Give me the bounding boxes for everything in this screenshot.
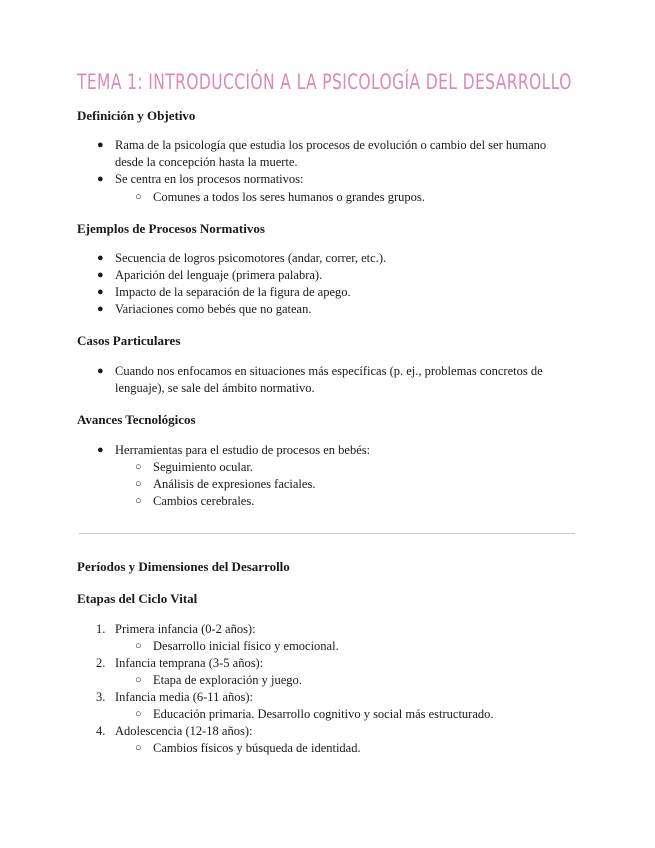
list-number: 2.: [96, 656, 106, 670]
page-title: TEMA 1: INTRODUCCIÓN A LA PSICOLOGÍA DEL DESARROLLO: [77, 70, 572, 95]
list-item: Secuencia de logros psicomotores (andar, correr, etc.).: [115, 251, 387, 265]
bullet-marker: ●: [97, 365, 104, 377]
list-number: 1.: [96, 622, 106, 636]
list-item: Aparición del lenguaje (primera palabra).: [115, 268, 323, 282]
bullet-marker: ●: [97, 269, 104, 281]
sub-list-item: Cambios cerebrales.: [153, 494, 255, 508]
section-heading-ejemplos: Ejemplos de Procesos Normativos: [77, 221, 265, 236]
section-heading-definicion: Definición y Objetivo: [77, 108, 196, 123]
list-item: Rama de la psicología que estudia los procesos de evolución o cambio del ser humano: [115, 138, 547, 152]
section-heading-periodos: Períodos y Dimensiones del Desarrollo: [77, 559, 290, 574]
sub-bullet-marker: ○: [135, 708, 142, 720]
sub-list-item: Educación primaria. Desarrollo cognitivo y social más estructurado.: [153, 707, 494, 721]
sub-bullet-marker: ○: [135, 640, 142, 652]
list-number: 3.: [96, 690, 106, 704]
section-heading-avances: Avances Tecnológicos: [77, 412, 196, 427]
numbered-list-item: Primera infancia (0-2 años):: [115, 622, 256, 636]
list-item: Cuando nos enfocamos en situaciones más específicas (p. ej., problemas concretos de: [115, 364, 543, 378]
numbered-list-item: Infancia temprana (3-5 años):: [115, 656, 264, 670]
numbered-list-item: Infancia media (6-11 años):: [115, 690, 254, 704]
bullet-marker: ●: [97, 303, 104, 315]
bullet-marker: ●: [97, 444, 104, 456]
section-heading-etapas: Etapas del Ciclo Vital: [77, 591, 198, 606]
bullet-marker: ●: [97, 252, 104, 264]
sub-bullet-marker: ○: [135, 461, 142, 473]
list-item-continuation: lenguaje), se sale del ámbito normativo.: [115, 381, 315, 395]
list-item-continuation: desde la concepción hasta la muerte.: [115, 155, 298, 169]
section-heading-casos: Casos Particulares: [77, 333, 181, 348]
list-item: Herramientas para el estudio de procesos en bebés:: [115, 443, 371, 457]
sub-bullet-marker: ○: [135, 495, 142, 507]
sub-bullet-marker: ○: [135, 191, 142, 203]
sub-bullet-marker: ○: [135, 674, 142, 686]
sub-list-item: Seguimiento ocular.: [153, 460, 253, 474]
sub-list-item: Etapa de exploración y juego.: [153, 673, 302, 687]
numbered-list-item: Adolescencia (12-18 años):: [115, 724, 253, 738]
sub-list-item: Comunes a todos los seres humanos o grandes grupos.: [153, 190, 425, 204]
sub-bullet-marker: ○: [135, 742, 142, 754]
sub-list-item: Análisis de expresiones faciales.: [153, 477, 316, 491]
horizontal-divider: [79, 533, 575, 534]
list-number: 4.: [96, 724, 106, 738]
sub-list-item: Desarrollo inicial físico y emocional.: [153, 639, 339, 653]
sub-list-item: Cambios físicos y búsqueda de identidad.: [153, 741, 361, 755]
list-item: Variaciones como bebés que no gatean.: [115, 302, 312, 316]
bullet-marker: ●: [97, 173, 104, 185]
list-item: Se centra en los procesos normativos:: [115, 172, 304, 186]
list-item: Impacto de la separación de la figura de apego.: [115, 285, 351, 299]
bullet-marker: ●: [97, 286, 104, 298]
bullet-marker: ●: [97, 139, 104, 151]
sub-bullet-marker: ○: [135, 478, 142, 490]
